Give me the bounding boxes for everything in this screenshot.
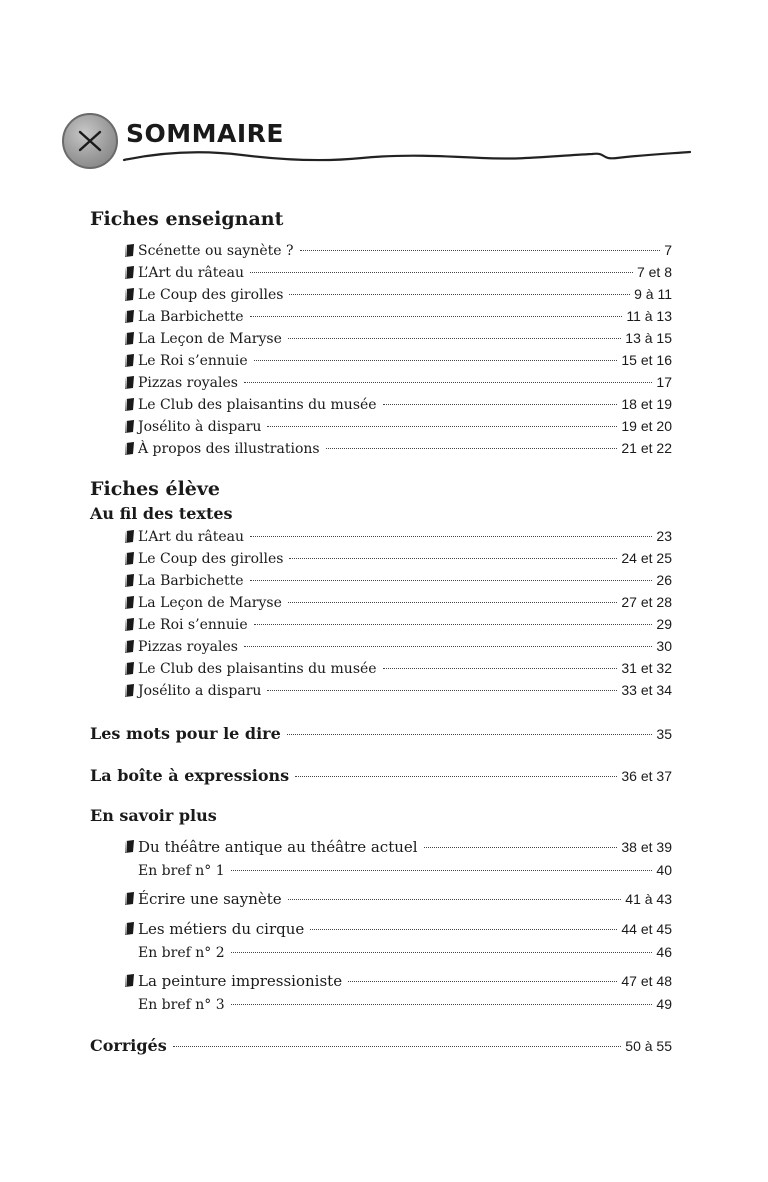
- toc-entry-label: En bref n° 1: [138, 863, 225, 879]
- toc-entry-label: L’Art du râteau: [138, 265, 245, 281]
- toc-entry[interactable]: [90, 547, 672, 569]
- toc-entry[interactable]: [90, 859, 672, 881]
- dot-leader: [310, 929, 617, 930]
- toc-entry-page: 30: [656, 638, 672, 654]
- toc-entry-label: En bref n° 2: [138, 945, 225, 961]
- section-heading-fiches-eleve: Fiches élève: [90, 478, 221, 500]
- book-bullet-icon: [124, 662, 135, 675]
- dot-leader: [295, 776, 617, 777]
- toc-entry[interactable]: [90, 993, 672, 1015]
- dot-leader: [231, 870, 653, 871]
- dot-leader: [173, 1046, 622, 1047]
- dot-leader: [287, 734, 653, 735]
- toc-entry-label: La Leçon de Maryse: [138, 331, 282, 347]
- toc-entry-page: 7 et 8: [636, 264, 672, 280]
- dot-leader: [383, 404, 618, 405]
- toc-entry-label: La Barbichette: [138, 309, 244, 325]
- toc-entry-page: 31 et 32: [621, 660, 672, 676]
- list-en-savoir-plus: [90, 835, 672, 1015]
- toc-entry-label: Josélito a disparu: [138, 683, 262, 699]
- toc-entry-label: La Leçon de Maryse: [138, 595, 282, 611]
- toc-entry-page: 27 et 28: [621, 594, 672, 610]
- dot-leader: [267, 426, 617, 427]
- toc-entry-label: La boîte à expressions: [90, 766, 290, 785]
- dot-leader: [250, 272, 633, 273]
- toc-entry-label: À propos des illustrations: [138, 441, 320, 457]
- book-bullet-icon: [124, 266, 135, 279]
- dot-leader: [250, 536, 652, 537]
- toc-entry-page: 50 à 55: [625, 1038, 672, 1054]
- toc-entry[interactable]: [90, 613, 672, 635]
- page-title: SOMMAIRE: [126, 119, 284, 148]
- toc-entry-page: 33 et 34: [621, 682, 672, 698]
- dot-leader: [231, 952, 653, 953]
- book-bullet-icon: [124, 354, 135, 367]
- toc-entry[interactable]: [90, 525, 672, 547]
- book-bullet-icon: [124, 892, 135, 905]
- list-fiches-enseignant: [90, 239, 672, 459]
- book-bullet-icon: [124, 530, 135, 543]
- book-bullet-icon: [124, 840, 135, 853]
- toc-entry-label: Scénette ou saynète ?: [138, 243, 294, 259]
- dot-leader: [383, 668, 618, 669]
- toc-entry-page: 29: [656, 616, 672, 632]
- dot-leader: [244, 382, 652, 383]
- toc-entry[interactable]: [90, 657, 672, 679]
- toc-entry[interactable]: [90, 569, 672, 591]
- book-bullet-icon: [124, 552, 135, 565]
- toc-entry-page: 7: [664, 242, 672, 258]
- dot-leader: [288, 899, 622, 900]
- book-bullet-icon: [124, 574, 135, 587]
- dot-leader: [289, 294, 630, 295]
- dot-leader: [250, 316, 623, 317]
- badge: [62, 113, 118, 169]
- dot-leader: [267, 690, 617, 691]
- toc-entry-label: La peinture impressioniste: [138, 972, 343, 990]
- dot-leader: [288, 602, 618, 603]
- toc-entry-page: 19 et 20: [621, 418, 672, 434]
- toc-entry-mots[interactable]: [90, 721, 672, 747]
- toc-entry-label: Pizzas royales: [138, 375, 238, 391]
- dot-leader: [348, 981, 617, 982]
- book-bullet-icon: [124, 398, 135, 411]
- book-bullet-icon: [124, 244, 135, 257]
- toc-entry[interactable]: [90, 415, 672, 437]
- toc-entry-corriges[interactable]: [90, 1033, 672, 1059]
- section-heading-en-savoir-plus: En savoir plus: [90, 806, 217, 825]
- toc-entry-page: 21 et 22: [621, 440, 672, 456]
- toc-entry-label: Corrigés: [90, 1036, 167, 1055]
- toc-entry-page: 40: [656, 862, 672, 878]
- dot-leader: [250, 580, 653, 581]
- dot-leader: [254, 360, 618, 361]
- book-bullet-icon: [124, 922, 135, 935]
- toc-entry-page: 38 et 39: [621, 839, 672, 855]
- book-bullet-icon: [124, 288, 135, 301]
- dot-leader: [424, 847, 618, 848]
- toc-entry[interactable]: [90, 305, 672, 327]
- section-heading-fiches-enseignant: Fiches enseignant: [90, 208, 284, 230]
- book-bullet-icon: [124, 640, 135, 653]
- list-fiches-eleve: [90, 525, 672, 701]
- toc-entry[interactable]: [90, 437, 672, 459]
- toc-entry[interactable]: [90, 887, 672, 911]
- toc-entry-label: Le Roi s’ennuie: [138, 353, 248, 369]
- toc-entry-label: Le Club des plaisantins du musée: [138, 397, 377, 413]
- toc-entry[interactable]: [90, 635, 672, 657]
- wavy-underline-icon: [122, 146, 692, 168]
- toc-entry-page: 18 et 19: [621, 396, 672, 412]
- toc-entry-page: 13 à 15: [625, 330, 672, 346]
- toc-entry[interactable]: [90, 327, 672, 349]
- toc-entry-page: 44 et 45: [621, 921, 672, 937]
- dot-leader: [231, 1004, 653, 1005]
- toc-entry-page: 11 à 13: [626, 308, 672, 324]
- toc-entry-label: Du théâtre antique au théâtre actuel: [138, 838, 418, 856]
- toc-entry-label: Écrire une saynète: [138, 890, 282, 908]
- toc-entry-page: 17: [656, 374, 672, 390]
- dot-leader: [326, 448, 618, 449]
- toc-entry[interactable]: [90, 261, 672, 283]
- toc-entry[interactable]: [90, 371, 672, 393]
- toc-entry[interactable]: [90, 917, 672, 941]
- toc-entry-label: Pizzas royales: [138, 639, 238, 655]
- toc-entry[interactable]: [90, 679, 672, 701]
- toc-entry-label: Les métiers du cirque: [138, 920, 305, 938]
- toc-entry-page: 23: [656, 528, 672, 544]
- book-bullet-icon: [124, 974, 135, 987]
- toc-entry[interactable]: [90, 835, 672, 859]
- toc-entry[interactable]: [90, 239, 672, 261]
- toc-entry-page: 35: [656, 726, 672, 742]
- book-bullet-icon: [124, 618, 135, 631]
- toc-entry[interactable]: [90, 349, 672, 371]
- toc-entry-label: L’Art du râteau: [138, 529, 245, 545]
- subsection-heading-au-fil-des-textes: Au fil des textes: [90, 504, 233, 523]
- toc-entry-label: La Barbichette: [138, 573, 244, 589]
- toc-entry-page: 41 à 43: [625, 891, 672, 907]
- toc-entry-page: 36 et 37: [621, 768, 672, 784]
- dot-leader: [289, 558, 617, 559]
- toc-entry-page: 26: [656, 572, 672, 588]
- toc-entry-page: 15 et 16: [621, 352, 672, 368]
- book-bullet-icon: [124, 596, 135, 609]
- dot-leader: [244, 646, 652, 647]
- book-bullet-icon: [124, 376, 135, 389]
- dot-leader: [300, 250, 661, 251]
- toc-entry-label: Le Coup des girolles: [138, 287, 284, 303]
- header: [62, 113, 692, 183]
- toc-entry-label: Le Club des plaisantins du musée: [138, 661, 377, 677]
- toc-entry-label: Josélito à disparu: [138, 419, 262, 435]
- toc-entry-boite[interactable]: [90, 763, 672, 789]
- table-of-contents: [90, 205, 672, 1059]
- toc-entry-label: Le Coup des girolles: [138, 551, 284, 567]
- book-bullet-icon: [124, 310, 135, 323]
- cross-icon: [76, 127, 104, 155]
- toc-entry[interactable]: [90, 283, 672, 305]
- toc-entry-label: En bref n° 3: [138, 997, 225, 1013]
- dot-leader: [288, 338, 621, 339]
- toc-entry-page: 9 à 11: [634, 286, 672, 302]
- toc-entry-page: 46: [656, 944, 672, 960]
- book-bullet-icon: [124, 420, 135, 433]
- toc-entry-page: 47 et 48: [621, 973, 672, 989]
- toc-entry-page: 49: [656, 996, 672, 1012]
- toc-entry[interactable]: [90, 591, 672, 613]
- book-bullet-icon: [124, 684, 135, 697]
- toc-entry-label: Les mots pour le dire: [90, 724, 281, 743]
- toc-entry[interactable]: [90, 969, 672, 993]
- book-bullet-icon: [124, 442, 135, 455]
- book-bullet-icon: [124, 332, 135, 345]
- dot-leader: [254, 624, 653, 625]
- toc-entry-page: 24 et 25: [621, 550, 672, 566]
- toc-entry[interactable]: [90, 941, 672, 963]
- toc-entry-label: Le Roi s’ennuie: [138, 617, 248, 633]
- toc-entry[interactable]: [90, 393, 672, 415]
